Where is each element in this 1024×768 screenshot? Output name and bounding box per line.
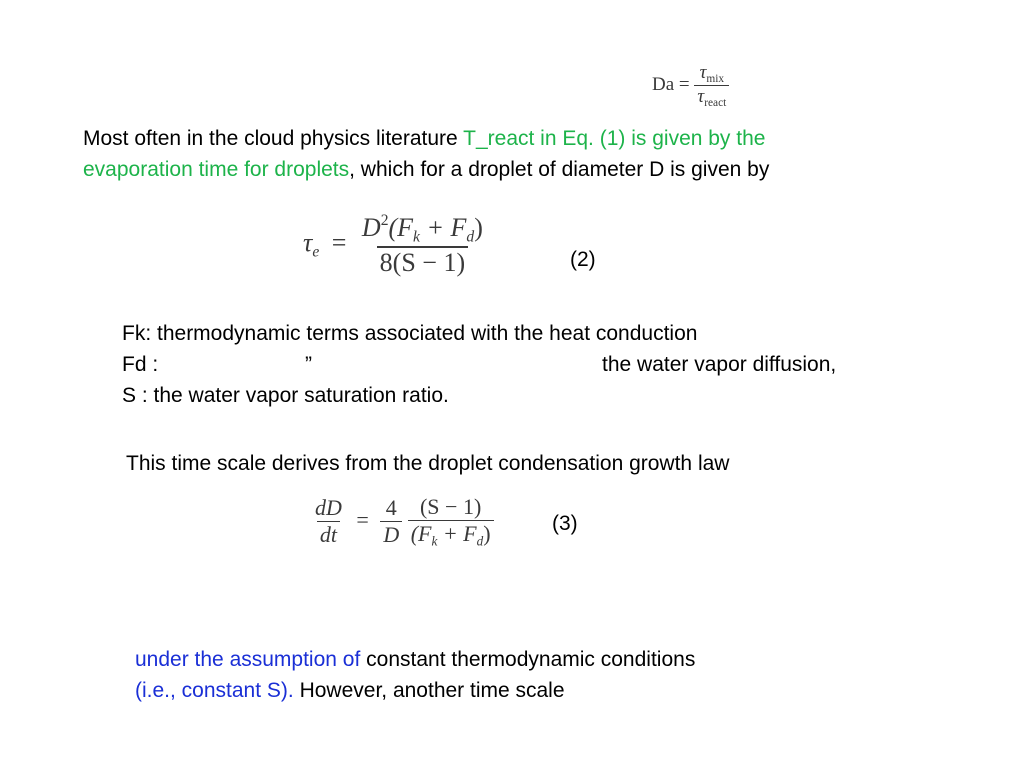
growth-law-text: This time scale derives from the droplet condensation growth law xyxy=(126,452,730,475)
eq3-mid-fraction: $\frac{4}{D}$ xyxy=(380,495,402,548)
intro-paragraph xyxy=(83,123,769,185)
def-fd-label: Fd : xyxy=(122,353,159,376)
intro-line-1: Most often in the cloud physics literature T_react in Eq. (1) is given by the xyxy=(83,127,766,150)
eq1-lhs: Da = xyxy=(652,73,690,95)
equation-2-label: (2) xyxy=(570,248,596,271)
equation-3: $\frac{dD}{dt}$ = $\frac{4}{D}$ $\frac{(S - 1)}{(F_k + F_d)}$ xyxy=(312,494,494,550)
def-s: S : the water vapor saturation ratio. xyxy=(122,384,449,407)
assumption-line-2: (i.e., constant S). However, another time scale xyxy=(135,679,565,702)
highlight-blue-2: (i.e., constant S). xyxy=(135,679,294,702)
assumption-paragraph xyxy=(135,644,695,706)
def-fk: Fk: thermodynamic terms associated with the heat conduction xyxy=(122,322,698,345)
eq3-lhs-fraction: $\frac{dD}{dt}$ xyxy=(315,495,342,548)
equation-1 xyxy=(652,62,729,109)
highlight-blue: under the assumption of xyxy=(135,648,361,671)
highlight-green: T_react in Eq. (1) is given by the xyxy=(463,127,766,150)
equation-2: $\tau_e$ = $\frac{D^2(F_k + F_d)}{8(S - 1)}$ xyxy=(303,212,486,278)
eq2-fraction: $\frac{D^2(F_k + F_d)}{8(S - 1)}$ xyxy=(361,212,483,278)
def-fd-ditto: ” xyxy=(305,353,312,376)
eq1-fraction: $\frac{\tau_{mix}}{\tau_{react}}$ xyxy=(694,62,729,109)
highlight-green-2: evaporation time for droplets xyxy=(83,158,350,181)
intro-line-2: evaporation time for droplets, which for a droplet of diameter D is given by xyxy=(83,158,770,181)
def-fd-text: the water vapor diffusion, xyxy=(602,353,837,376)
assumption-line-1: under the assumption of constant thermodynamic conditions xyxy=(135,648,696,671)
eq3-rhs-fraction: $\frac{(S - 1)}{(F_k + F_d)}$ xyxy=(408,494,494,550)
equation-3-label: (3) xyxy=(552,512,578,535)
